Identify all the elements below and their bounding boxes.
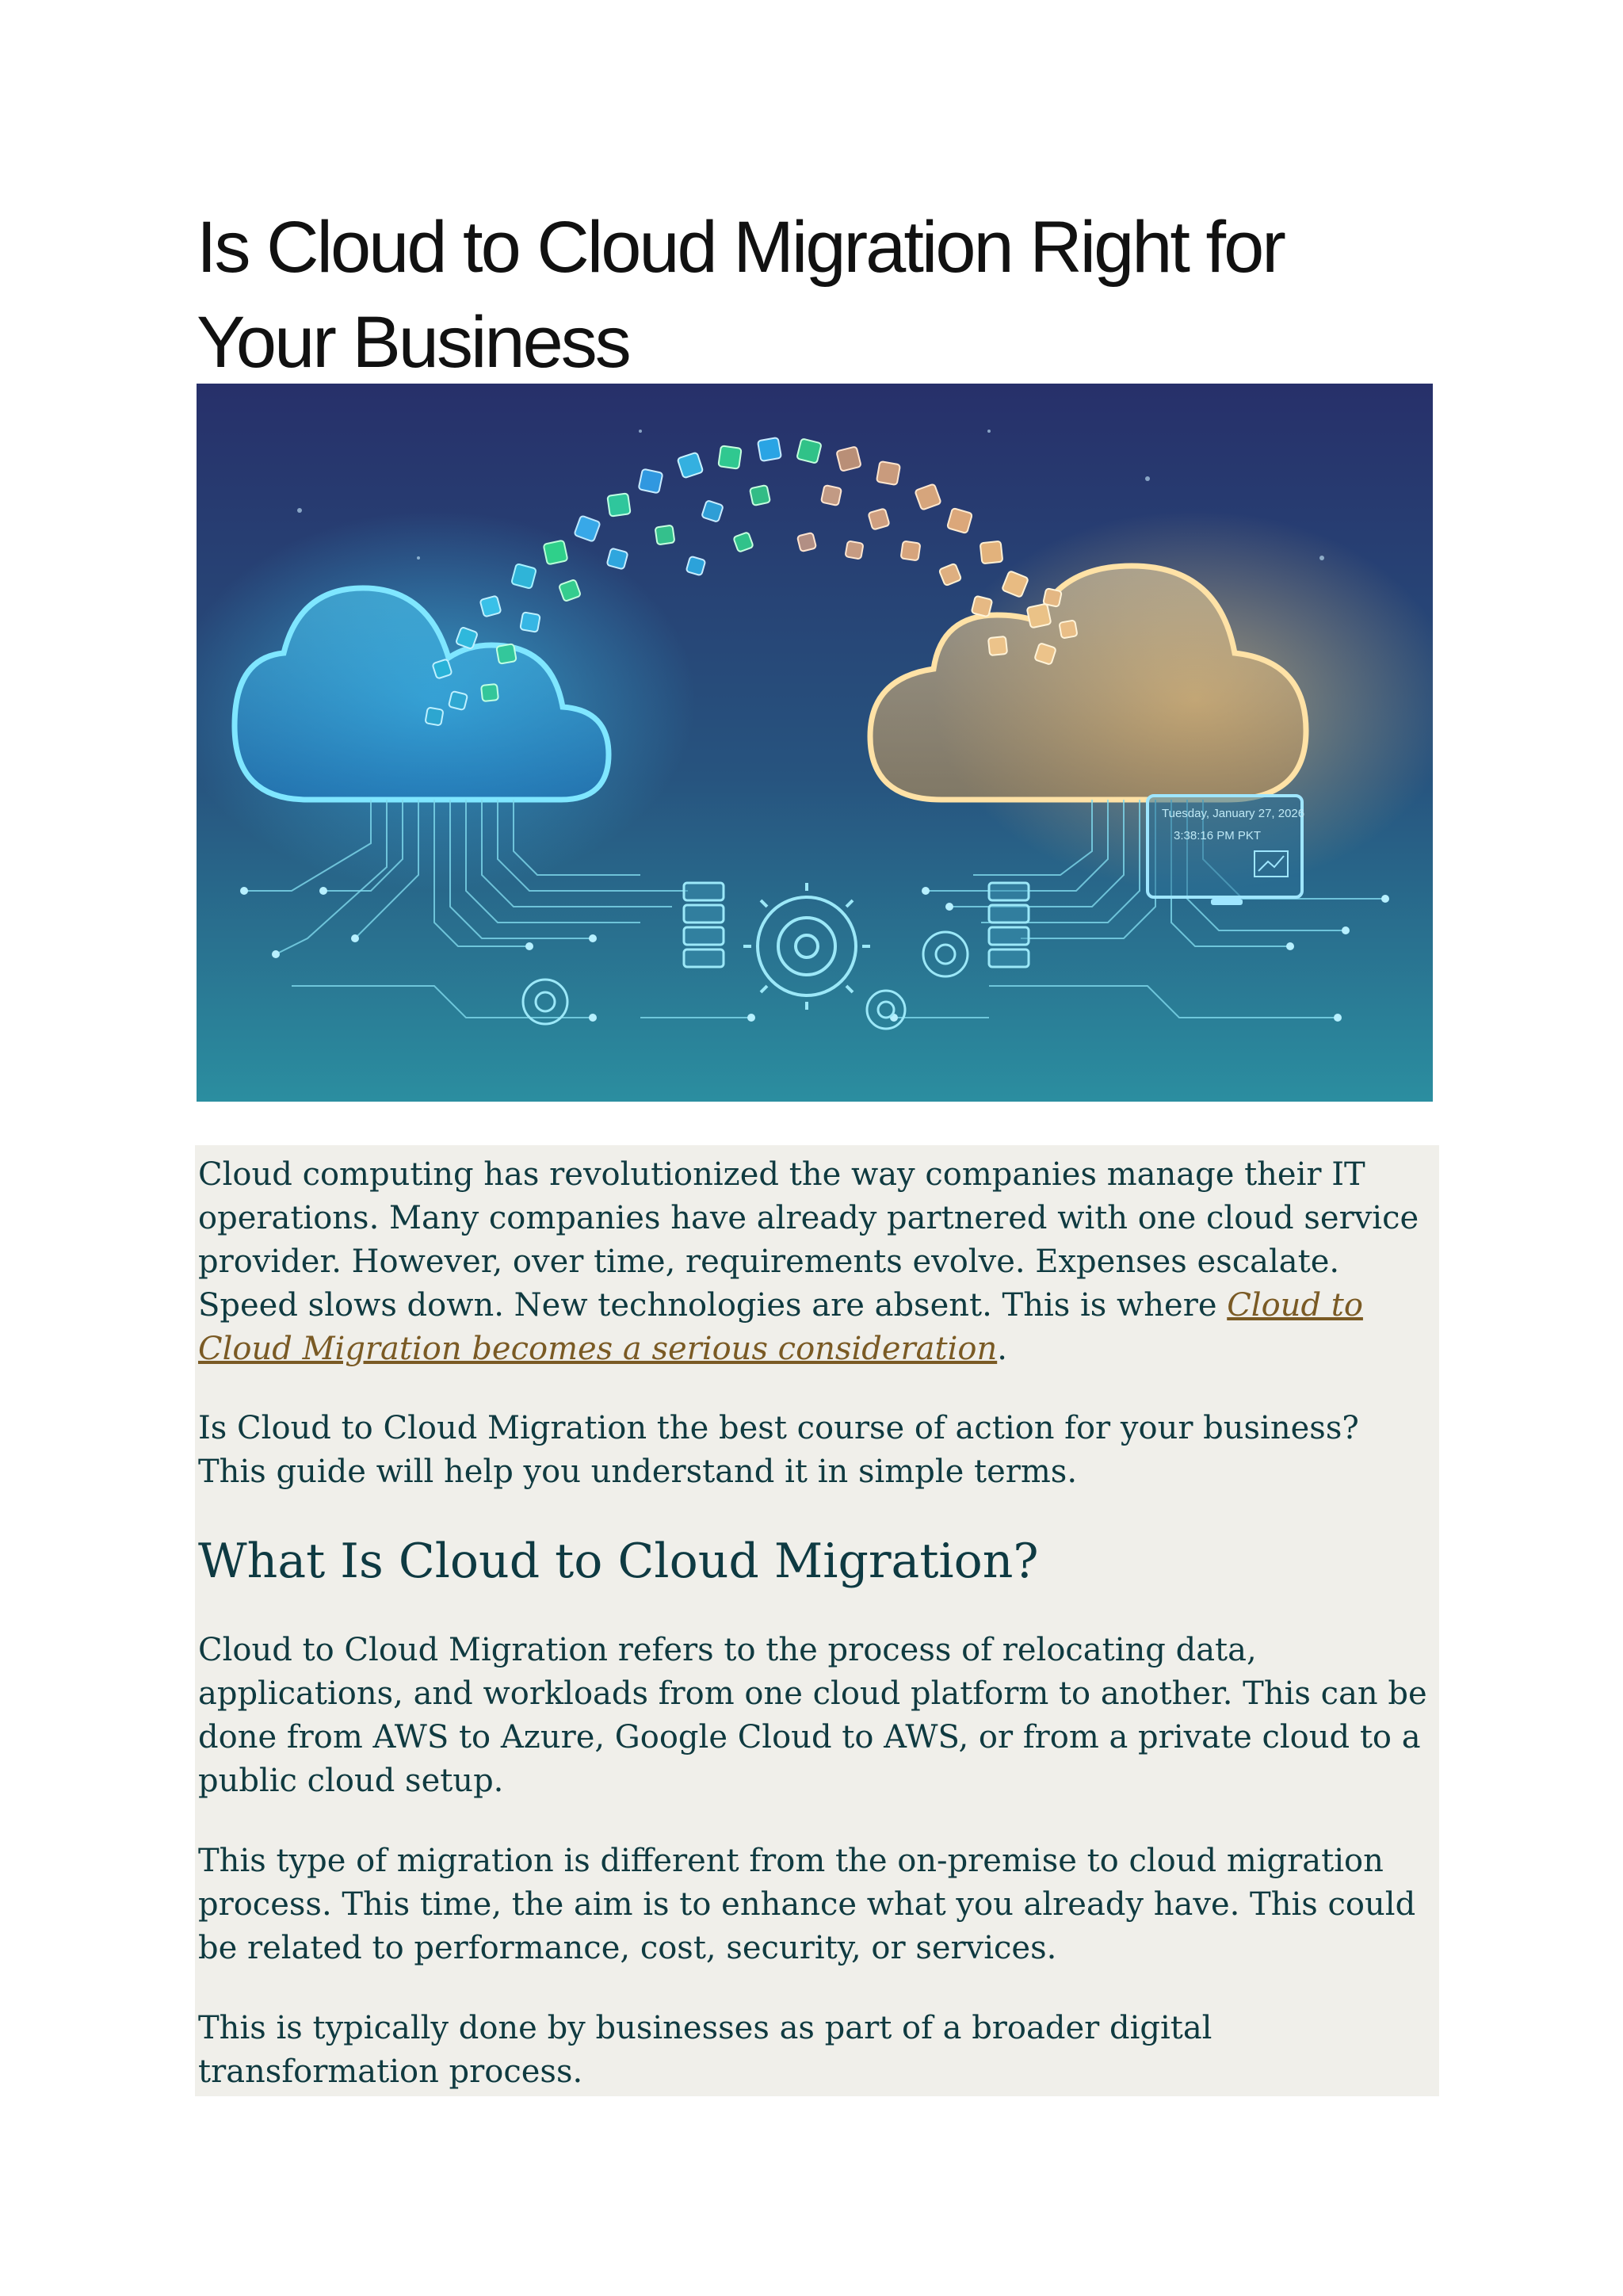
section-heading: What Is Cloud to Cloud Migration?: [198, 1534, 1039, 1589]
cloud-migration-link[interactable]: Cloud to Cloud Migration becomes a serious consideration: [198, 1287, 1363, 1367]
page-title: [197, 200, 1433, 390]
screen-time: 3:38:16 PM PKT: [1174, 829, 1262, 842]
broader-paragraph: This is typically done by businesses as part of a broader digital transformation process.: [198, 2010, 1212, 2090]
intro-end: .: [997, 1331, 1007, 1367]
laptop-icon: [1148, 796, 1304, 905]
intro-paragraph: [198, 1153, 1434, 1371]
title-line-2: Your Business: [197, 302, 629, 383]
intro-text: Cloud computing has revolutionized the way companies manage their IT operations. Many companies have already partnered with one cloud service provider. However, over time, requirements evolve. Expenses escalate. Speed slows down. New technologies are absent. This is where: [198, 1156, 1419, 1324]
screen-date: Tuesday, January 27, 2026: [1162, 807, 1305, 820]
definition-paragraph: Cloud to Cloud Migration refers to the process of relocating data, applications, and workloads from one cloud platform to another. This can be done from AWS to Azure, Google Cloud to AWS, or from a private cloud to a public cloud setup.: [198, 1632, 1427, 1799]
difference-paragraph: This type of migration is different from the on-premise to cloud migration process. This time, the aim is to enhance what you already have. This could be related to performance, cost, security, or services.: [198, 1843, 1416, 1966]
cloud-migration-illustration: [197, 384, 1433, 1102]
article-body: [195, 1145, 1439, 2096]
hero-illustration: [197, 384, 1433, 1102]
question-paragraph: Is Cloud to Cloud Migration the best course of action for your business? This guide will help you understand it in simple terms.: [198, 1410, 1359, 1490]
title-line-1: Is Cloud to Cloud Migration Right for: [197, 207, 1284, 288]
